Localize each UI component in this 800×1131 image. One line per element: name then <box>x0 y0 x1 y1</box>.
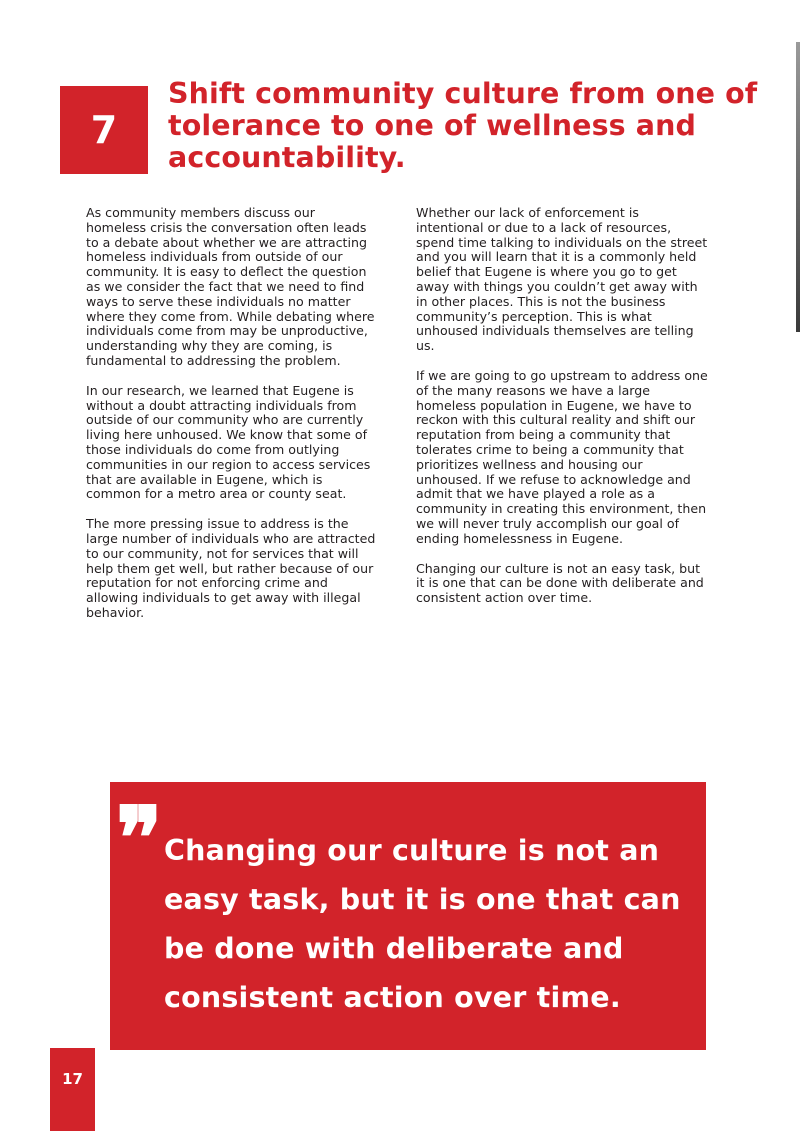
section-heading: Shift community culture from one of tolerance to one of wellness and accountability. <box>168 77 758 174</box>
paragraph: In our research, we learned that Eugene is without a doubt attracting individuals from outside of our community who are currently living here unhoused. We know that some of those individuals do come from outlying communities in our region to access services that are available in Eugene, which is common for a metro area or county seat. <box>86 382 371 502</box>
section-number: 7 <box>90 108 118 152</box>
paragraph: Changing our culture is not an easy task, but it is one that can be done with deliberate and consistent action over time. <box>416 560 704 606</box>
body-column-left <box>86 206 378 636</box>
page-number-tab <box>50 1048 95 1131</box>
page-number: 17 <box>62 1070 83 1088</box>
paragraph: If we are going to go upstream to address one of the many reasons we have a large homeless population in Eugene, we have to reckon with this cultural reality and shift our reputation from being a community that tolerates crime to being a community that prioritizes wellness and housing our unhoused. If we refuse to acknowledge and admit that we have played a role as a community in creating this environment, then we will never truly accomplish our goal of ending homelessness in Eugene. <box>416 367 708 546</box>
section-number-badge <box>60 86 148 174</box>
paragraph: The more pressing issue to address is the large number of individuals who are attracted to our community, not for services that will help them get well, but rather because of our reputation for not enforcing crime and allowing individuals to get away with illegal behavior. <box>86 516 376 620</box>
paragraph: As community members discuss our homeless crisis the conversation often leads to a debate about whether we are attracting homeless individuals from outside of our community. It is easy to deflect the question as we consider the fact that we need to find ways to serve these individuals no matter where they come from. While debating where individuals come from may be unproductive, understanding why they are coming, is fundamental to addressing the problem. <box>86 205 375 368</box>
page-edge-divider <box>796 42 800 332</box>
quote-mark-icon: ❞ <box>116 788 163 889</box>
pull-quote-box <box>110 782 706 1050</box>
pull-quote-text: Changing our culture is not an easy task, but it is one that can be done with deliberate and consistent action over time. <box>164 834 681 1014</box>
paragraph: Whether our lack of enforcement is intentional or due to a lack of resources, spend time talking to individuals on the street and you will learn that it is a commonly held belief that Eugene is where you go to get away with things you couldn’t get away with in other places. This is not the business community’s perception. This is what unhoused individuals themselves are telling us. <box>416 205 708 354</box>
body-column-right <box>416 206 708 621</box>
